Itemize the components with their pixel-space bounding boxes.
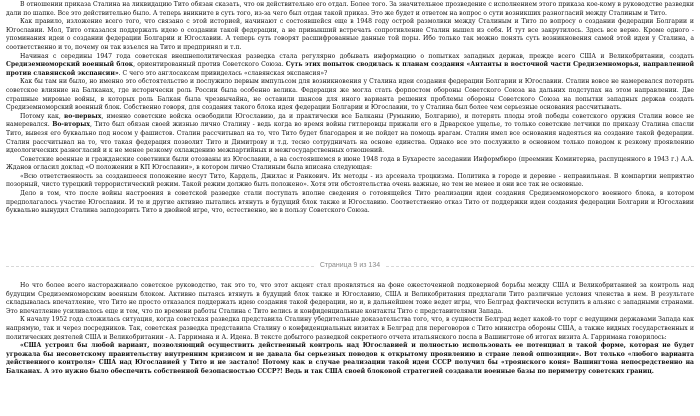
bold-text: Средиземноморский военный блок xyxy=(6,61,134,69)
page-divider xyxy=(0,262,700,274)
text-run: Советские военные и гражданские советники были отозваны из Югославии, а на состоявшемся в июне 1948 года в Бухаресте заседании Информбюро (преемник Коминтерна, распущенного в 1943 г.) А.А. Жданов огласил доклад «О положении в КП Югославии», в котором лично Сталиным была вписана следующая: xyxy=(6,155,694,172)
paragraph xyxy=(6,1,694,18)
bold-text: «США устроил бы любой вариант, позволяющий осуществить действенный контроль над Югославией и полностью использовать ее потенциал в такой форме, которая не будет угрожала бы несоветскому правительству внутренним кризисом и не давала бы серьезных поводов к открытому проявлению в стране левой оппозиции». Вот только «любого варианта действенного контроля» США над Югославией у Тито и не застало! Потому как в случае реализации такой идеи СССР получил бы «троянского коня» Вашингтона непосредственно на Балканах. А это нужно было обеспечить собственной безопасностью СССР?! Ведь и так США своей блоковой стратегией создавали военные базы по периметру советских границ. xyxy=(6,342,694,375)
bold-text: во-первых xyxy=(64,112,102,120)
paragraph xyxy=(6,342,694,376)
bold-text: Во-вторых xyxy=(52,121,91,129)
text-run: К началу 1952 года сложилась ситуация, когда советская разведка представила Сталину убедительные доказательства того, что, в сущности Белград ведет какой-то торг с ведущими державами Запада как напрямую, так и через посредников. Так, советская разведка представила Сталину о конфиденциальных визитах в Белград для переговоров с Тито министра обороны США, а также видных государственных и политических деятелей США и Великобритании - А. Гарримана и А. Идена. В тексте добытого разведкой секретного отчета итальянского посла в Вашингтоне об итогах визита А. Гарримана говорилось: xyxy=(6,316,694,341)
text-run: , именно советские войска освободили Югославию, да и практически все Балканы (Румынию, Болгарию), и потерять плоды этой победы советского оружия Сталин вовсе не намеревался. xyxy=(6,112,694,129)
paragraph xyxy=(6,53,694,79)
paragraph xyxy=(6,282,694,316)
text-run: «Всю ответственность за создавшееся положение несут Тито, Кардель, Джилас и Ранкович. Их методы - из арсенала троцкизма. Политика в городе и деревне - неправильная. В компартии неприятно позорный, чисто турецкий террористический режим. Такой режим должно быть положено». Хотя эти обстоятельства очень важные, но тем не менее и они все так не основные. xyxy=(6,172,694,189)
page-text-top xyxy=(6,1,694,216)
text-run: , Тито был обязан своей жизнью лично Сталину - ведь когда во время войны гитлеровцы прижали его в Дрварское ущелье, то только советские летчики по приказу Сталина спасли Тито, вывезя его буквально под носом у фашистов. Сталин рассчитывал на то, что Тито будет благодарен и не пойдет на помощь врагам. Сталин имел все основания надеяться на создание такой федерации. Сталин рассчитывал на то, что такая федерация позволит Тито и Димитрову и т.д. тесно сотрудничать на основе единства. Однако все это послужило в основном только поводом к резкому проявлению идеологических разногласий и к не менее резкому охлаждению межпартийных и межгосударственных отношений. xyxy=(6,121,694,155)
paragraph xyxy=(6,316,694,342)
page-counter xyxy=(0,262,700,269)
text-run: , ориентированный против Советского Союза. xyxy=(133,61,286,69)
text-run: Начиная с середины 1947 года советская внешнеполитическая разведка стала регулярно добывать информацию о попытках западных держав, прежде всего США и Великобритании, создать xyxy=(20,52,694,60)
text-run: Потому как, xyxy=(20,112,65,120)
text-run: Как бы там ни было, но именно это обстоятельство и послужило первым импульсом для возникновения у Сталина идеи создания федерации Болгарии и Югославии. Сталин вовсе не намеревался потерять советское влияние на Балканах, где исторически роль России была особенно велика. Федерация же могла стать форпостом обороны Советского Союза на дальних подступах на этом направлении. Две страшные мировые войны, в которых роль Балкан была чрезвычайна, не оставили шансов для иного варианта решения проблемы обороны Советского Союза на попытки западных держав создать Средиземноморский военный блок. Собственно говоря, для создания такого блока идея федерации Болгарии и Югославии, то у Сталина был более чем серьезные основания рассчитывать. xyxy=(6,78,694,112)
page-counter-text: Страница 9 из 134 xyxy=(314,262,386,269)
text-run: . С чего это англосаксам привиделась «славянская экспансия»? xyxy=(118,69,328,77)
paragraph xyxy=(6,173,694,190)
paragraph xyxy=(6,18,694,52)
text-run: Дело в том, что после войны настроения в советской разведке стали поступать вполне сведения о готовящейся Тито реализации идеи создания Средиземноморского военного блока, в котором предполагалось участие Югославии. И те и другие активно пытались втянуть в будущий блок также и Югославию. Соответственно отказ Тито от поддержки идеи создания федерации Болгарии и Югославии буквально вынудил Сталина заподозрить Тито в двойной игре, что, естественно, не в пользу Советского Союза. xyxy=(6,190,694,215)
paragraph xyxy=(6,78,694,112)
text-run: В отношении приказа Сталина на ликвидацию Тито обязан сказать, что он действительно его отдал. Более того. За значительное прозведение с исполнением этого приказа кое-кому в руководстве разведки дали по шапке. Все это действительно было. А теперь вникните в суть того, из-за чего был отдан такой приказ. Это же будет и ответом на вопрос о сути возникших разногласий между Сталиным и Тито. xyxy=(6,1,694,17)
paragraph xyxy=(6,190,694,216)
paragraph xyxy=(6,156,694,173)
text-run: Как правило, изложение всего того, что связано с этой историей, начинают с состоявшейся еще в 1948 году острой размолвки между Сталиным и Тито по вопросу о создании федерации Болгарии и Югославии. Мол, Тито отказался поддержать идею о создании такой федерации, а не привыкший встречать сопротивление Сталин вышел из себя. И тут все закрутилось. Здесь все верно. Кроме одного - упоминания идеи о создании федерации Болгарии и Югославии. А теперь суть говорят расшифрованные данные той поры. Ибо только так можно понять суть возникновения самой этой идеи у Сталина, а соответственно и то, почему он так взъелся на Тито и предпринял и т.п. xyxy=(6,18,694,51)
bold-text: Суть этих попыток сводилась к планам создания «Антанты в восточной части Средиземноморья, направленной против славянской экспансии» xyxy=(6,61,694,77)
paragraph xyxy=(6,113,694,156)
text-run: Но что более всего настораживало советское руководство, так это то, что этот акцент стал проявляться на фоне ожесточенной подковерной борьбы между США и Великобританией за контроль над будущим Средиземноморским военным блоком. Активно пытаясь втянуть в будущий блок также и Югославию, США и Великобритания предлагали Тито различные условия членства в нем. В результате складывалась впечатление, что Тито не просто отказался поддержать идею создания такой федерации, но и, в дальнейшем тоже ведет игры, что Белград фактически вступить в альянс с западными странами. Это впечатление усиливалось еще и тем, что по времени работы Сталина с Тито велись и конфиденциальные контакты Тито с представителями Запада. xyxy=(6,282,694,315)
page-text-bottom xyxy=(6,282,694,377)
